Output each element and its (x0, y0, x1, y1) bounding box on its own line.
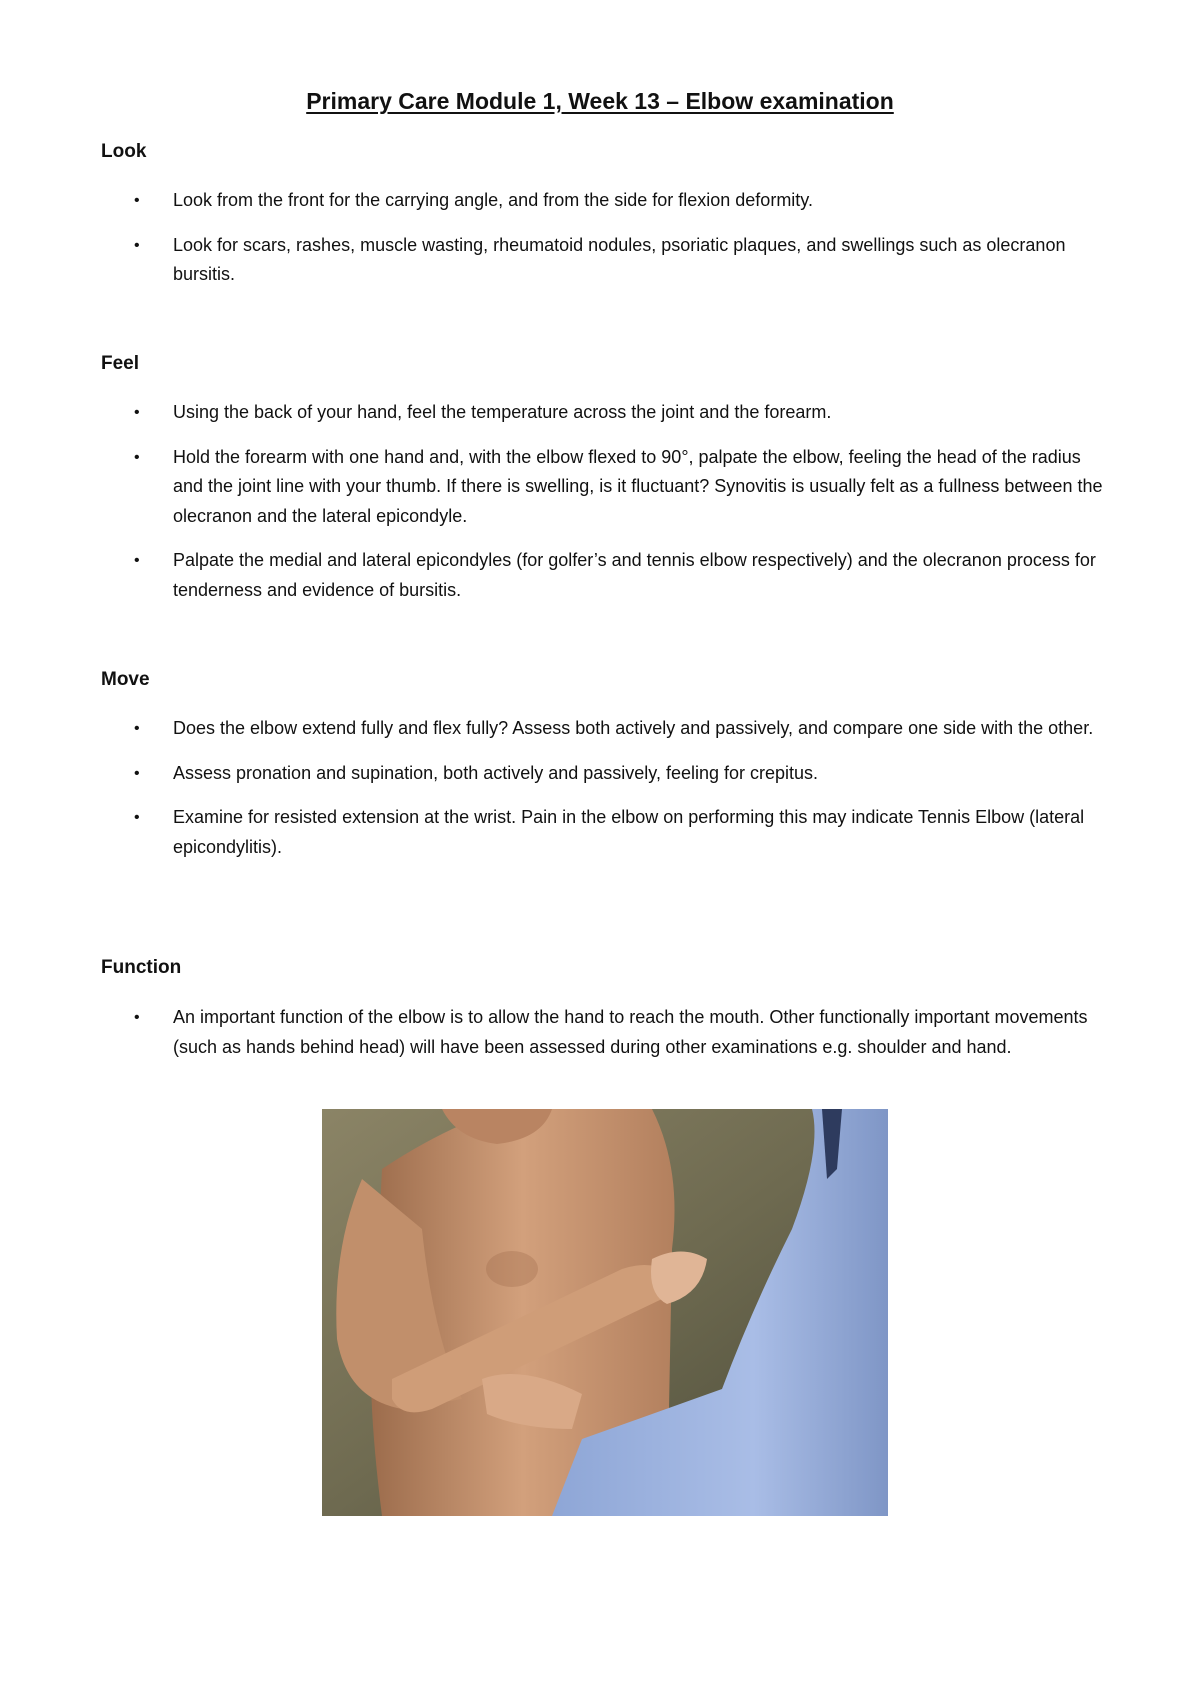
list-item: • Look for scars, rashes, muscle wasting, rheumatoid nodules, psoriatic plaques, and swellings such as olecranon bursitis. (101, 231, 1111, 290)
bullet-icon: • (134, 552, 140, 569)
move-list (101, 714, 1111, 877)
bullet-icon: • (134, 1009, 140, 1026)
photo-illustration (322, 1109, 888, 1516)
list-item: • Look from the front for the carrying angle, and from the side for flexion deformity. (101, 186, 1111, 216)
list-item: • Examine for resisted extension at the wrist. Pain in the elbow on performing this may indicate Tennis Elbow (lateral epicondylitis). (101, 803, 1111, 862)
list-item: • Palpate the medial and lateral epicondyles (for golfer’s and tennis elbow respectively) and the olecranon process for tenderness and evidence of bursitis. (101, 546, 1111, 605)
bullet-icon: • (134, 192, 140, 209)
section-heading-function: Function (101, 957, 182, 978)
list-item: • Assess pronation and supination, both actively and passively, feeling for crepitus. (101, 759, 1111, 789)
bullet-icon: • (134, 448, 140, 466)
section-heading-move: Move (101, 669, 150, 690)
look-list (101, 186, 1111, 305)
section-heading-look: Look (101, 141, 147, 162)
elbow-examination-photo (322, 1109, 888, 1516)
list-item: • Hold the forearm with one hand and, with the elbow flexed to 90°, palpate the elbow, feeling the head of the radius and the joint line with your thumb. If there is swelling, is it fluctuant? Synovitis is usually felt as a fullness between the olecranon and the lateral epicondyle. (101, 443, 1111, 532)
bullet-icon: • (134, 236, 140, 254)
page-title: Primary Care Module 1, Week 13 – Elbow examination (306, 88, 894, 114)
list-item: • An important function of the elbow is to allow the hand to reach the mouth. Other functionally important movements (such as hands behind head) will have been assessed during other examinations e.g. shoulder and hand. (101, 1003, 1111, 1062)
function-list (101, 1003, 1111, 1077)
bullet-icon: • (134, 764, 140, 782)
list-item: • Does the elbow extend fully and flex fully? Assess both actively and passively, and compare one side with the other. (101, 714, 1111, 744)
bullet-icon: • (134, 404, 140, 421)
list-item: • Using the back of your hand, feel the temperature across the joint and the forearm. (101, 398, 1111, 428)
bullet-icon: • (134, 720, 140, 737)
section-heading-feel: Feel (101, 353, 140, 374)
feel-list (101, 398, 1111, 620)
bullet-icon: • (134, 809, 140, 826)
